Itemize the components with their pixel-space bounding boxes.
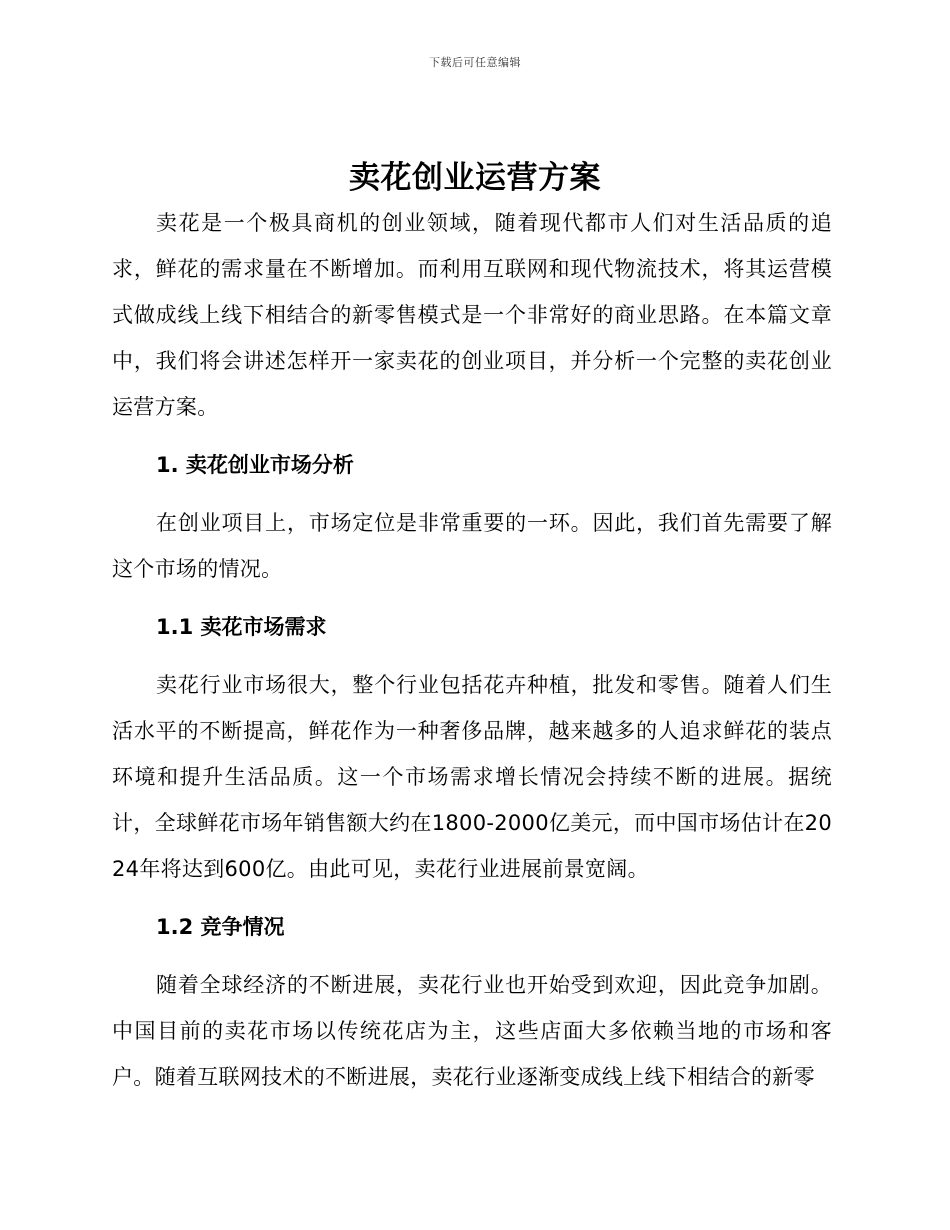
- section-1-1-heading: 1.1 卖花市场需求: [156, 615, 327, 639]
- spacer: [112, 592, 832, 604]
- section-1-paragraph: 在创业项目上，市场定位是非常重要的一环。因此，我们首先需要了解这个市场的情况。: [112, 511, 832, 581]
- page-header-note: 下载后可任意编辑: [429, 56, 521, 69]
- spacer: [112, 650, 832, 662]
- document-title: 卖花创业运营方案: [349, 160, 601, 196]
- section-1-1-paragraph: 卖花行业市场很大，整个行业包括花卉种植，批发和零售。随着人们生活水平的不断提高，鲜花作为一种奢侈品牌，越来越多的人追求鲜花的装点环境和提升生活品质。这一个市场需求增长情况会持续不断的进展。据统计，全球鲜花市场年销售额大约在1800-2000亿美元，而中国市场估计在2024年将达到600亿。由此可见，卖花行业进展前景宽阔。: [112, 673, 832, 881]
- section-1-2-heading: 1.2 竞争情况: [156, 915, 285, 939]
- section-1-heading: 1. 卖花创业市场分析: [156, 453, 354, 477]
- spacer: [112, 950, 832, 962]
- spacer: [112, 430, 832, 442]
- intro-paragraph: 卖花是一个极具商机的创业领域，随着现代都市人们对生活品质的追求，鲜花的需求量在不断增加。而利用互联网和现代物流技术，将其运营模式做成线上线下相结合的新零售模式是一个非常好的商业思路。在本篇文章中，我们将会讲述怎样开一家卖花的创业项目，并分析一个完整的卖花创业运营方案。: [112, 211, 832, 419]
- document-body: [112, 200, 832, 1100]
- spacer: [112, 488, 832, 500]
- section-1-2-paragraph: 随着全球经济的不断进展，卖花行业也开始受到欢迎，因此竞争加剧。中国目前的卖花市场以传统花店为主，这些店面大多依赖当地的市场和客户。随着互联网技术的不断进展，卖花行业逐渐变成线上线下相结合的新零: [112, 973, 832, 1089]
- spacer: [112, 892, 832, 904]
